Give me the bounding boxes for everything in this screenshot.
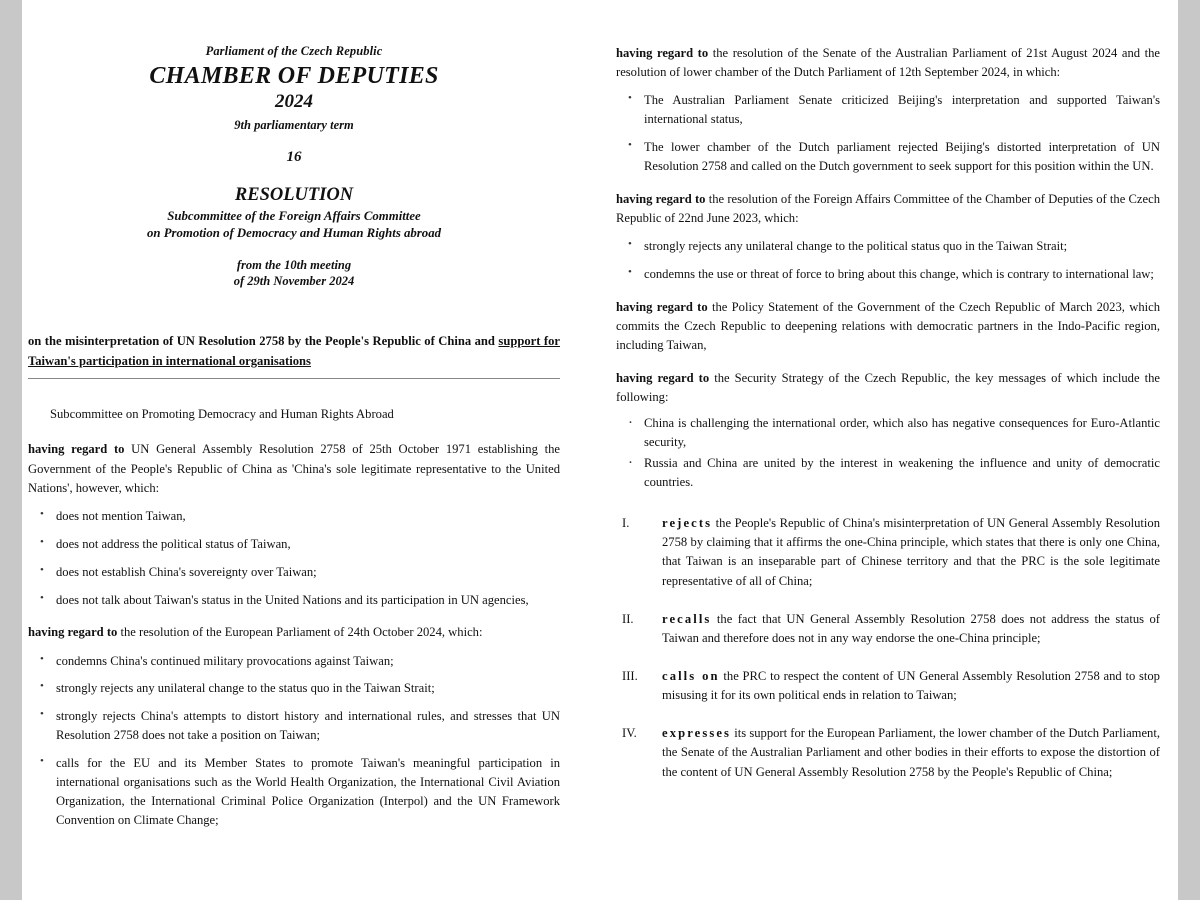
operative-clauses <box>616 514 1160 782</box>
clause-verb: expresses <box>662 726 732 741</box>
clause-text: the People's Republic of China's misinterpretation of UN General Assembly Resolution 2758 by claiming that it affirms the one-China principle, which states that there is only one China, that Taiwan is an inseparable part of Chinese territory and that the PRC is the sole legitimate representative of all of China; <box>662 516 1160 588</box>
preamble-text: the resolution of the European Parliament of 24th October 2024, which: <box>117 625 483 640</box>
list-item: • does not address the political status of Taiwan, <box>28 535 560 554</box>
preamble-bullet-list <box>28 507 560 610</box>
list-item: • The lower chamber of the Dutch parliament rejected Beijing's distorted interpretation of UN Resolution 2758 and called on the Dutch government to seek support for this position within the UN. <box>616 138 1160 176</box>
clause-numeral: III. <box>622 669 638 684</box>
preamble-text: the Policy Statement of the Government of the Czech Republic of March 2023, which commits the Czech Republic to deepening relations with democratic partners in the Indo-Pacific region, including Taiwan, <box>616 299 1161 353</box>
preamble-text: the resolution of the Foreign Affairs Committee of the Chamber of Deputies of the Czech Republic of 22nd June 2023, which: <box>616 191 1160 225</box>
clause-text: its support for the European Parliament, the lower chamber of the Dutch Parliament, the Senate of the Australian Parliament and other bodies in their efforts to expose the distortion of the content of UN General Assembly Resolution 2758 by the People's Republic of China; <box>662 726 1160 779</box>
masthead-chamber: CHAMBER OF DEPUTIES <box>149 62 439 89</box>
preamble-paragraph <box>28 623 560 642</box>
list-item: · China is challenging the international order, which also has negative consequences for Euro-Atlantic security, <box>616 414 1160 452</box>
list-item: • strongly rejects China's attempts to distort history and international rules, and stresses that UN Resolution 2758 does not take a position on Taiwan; <box>28 707 560 745</box>
list-item: • strongly rejects any unilateral change to the political status quo in the Taiwan Strait; <box>616 237 1160 256</box>
clause-text: the PRC to respect the content of UN General Assembly Resolution 2758 and to stop misusing it for its own political ends in relation to Taiwan; <box>662 669 1160 703</box>
preamble-lead: having regard to <box>616 191 706 206</box>
title-divider <box>28 378 560 379</box>
two-column-layout <box>22 0 1178 900</box>
masthead-term: 9th parliamentary term <box>234 118 354 133</box>
preamble-text: UN General Assembly Resolution 2758 of 25th October 1971 establishing the Government of the People's Republic of China as 'China's sole legitimate representative to the United Nations', however, which: <box>28 442 560 495</box>
clause-body <box>662 724 1160 781</box>
preamble-text: the resolution of the Senate of the Australian Parliament of 21st August 2024 and the resolution of lower chamber of the Dutch Parliament of 12th September 2024, in which: <box>616 46 1160 80</box>
preamble-lead: having regard to <box>616 371 710 386</box>
preamble-paragraph <box>616 44 1160 82</box>
document-title-line1: on the misinterpretation of UN Resolution 2758 by the People's Republic of China and <box>28 334 495 349</box>
clause-numeral: IV. <box>622 726 637 741</box>
preamble-bullet-list <box>616 91 1160 176</box>
subcommittee-line: Subcommittee on Promoting Democracy and Human Rights Abroad <box>50 407 394 422</box>
operative-clause <box>616 667 1160 705</box>
clause-verb: calls on <box>662 669 720 684</box>
list-item: • calls for the EU and its Member States to promote Taiwan's meaningful participation in international organisations such as the World Health Organization, the International Civil Aviation Organization, the International Criminal Police Organization (Interpol) and the UN Framework Convention on Climate Change; <box>28 754 560 830</box>
clause-numeral: II. <box>622 611 634 626</box>
list-item: • does not establish China's sovereignty over Taiwan; <box>28 563 560 582</box>
preamble-bullet-list <box>616 414 1160 493</box>
clause-body <box>662 667 1160 705</box>
preamble-paragraph <box>28 440 560 497</box>
left-column <box>22 44 582 900</box>
clause-body <box>662 610 1160 648</box>
masthead-body-line1: Subcommittee of the Foreign Affairs Committee <box>167 208 421 223</box>
masthead-date: of 29th November 2024 <box>233 273 355 288</box>
masthead-meeting: from the 10th meeting <box>236 257 352 272</box>
preamble-bullet-list <box>616 237 1160 284</box>
operative-clause <box>616 514 1160 591</box>
masthead-parliament: Parliament of the Czech Republic <box>205 44 383 58</box>
document-page <box>22 0 1178 900</box>
preamble-paragraph <box>616 298 1160 355</box>
masthead-body-line2: on Promotion of Democracy and Human Rights abroad <box>146 225 441 240</box>
clause-verb: recalls <box>662 611 712 626</box>
preamble-bullet-list <box>28 652 560 830</box>
list-item: • does not mention Taiwan, <box>28 507 560 526</box>
operative-clause <box>616 724 1160 781</box>
masthead-resolution-word: RESOLUTION <box>234 184 354 205</box>
list-item: • The Australian Parliament Senate criticized Beijing's interpretation and supported Taiwan's international status, <box>616 91 1160 129</box>
right-column <box>582 44 1178 900</box>
preamble-paragraph <box>616 369 1160 407</box>
masthead-year: 2024 <box>275 91 313 113</box>
preamble-text: the Security Strategy of the Czech Republic, the key messages of which include the following: <box>616 371 1161 405</box>
masthead <box>28 44 560 288</box>
operative-clause <box>616 610 1160 648</box>
document-title-line2: support for Taiwan's participation in international organisations <box>28 334 560 368</box>
preamble-lead: having regard to <box>28 625 118 640</box>
clause-verb: rejects <box>662 516 713 531</box>
list-item: · Russia and China are united by the interest in weakening the influence and unity of democratic countries. <box>616 454 1160 492</box>
list-item: • strongly rejects any unilateral change to the status quo in the Taiwan Strait; <box>28 679 560 698</box>
clause-numeral: I. <box>622 516 630 531</box>
list-item: • condemns China's continued military provocations against Taiwan; <box>28 652 560 671</box>
clause-body <box>662 514 1160 591</box>
preamble-lead: having regard to <box>28 442 125 457</box>
preamble-lead: having regard to <box>616 299 708 314</box>
masthead-number: 16 <box>286 149 302 166</box>
clause-text: the fact that UN General Assembly Resolution 2758 does not address the status of Taiwan and therefore does not in any way endorse the one-China principle; <box>662 611 1160 645</box>
list-item: • condemns the use or threat of force to bring about this change, which is contrary to international law; <box>616 265 1160 284</box>
preamble-paragraph <box>616 190 1160 228</box>
list-item: • does not talk about Taiwan's status in the United Nations and its participation in UN agencies, <box>28 591 560 610</box>
document-title <box>28 332 560 371</box>
preamble-lead: having regard to <box>616 46 709 60</box>
